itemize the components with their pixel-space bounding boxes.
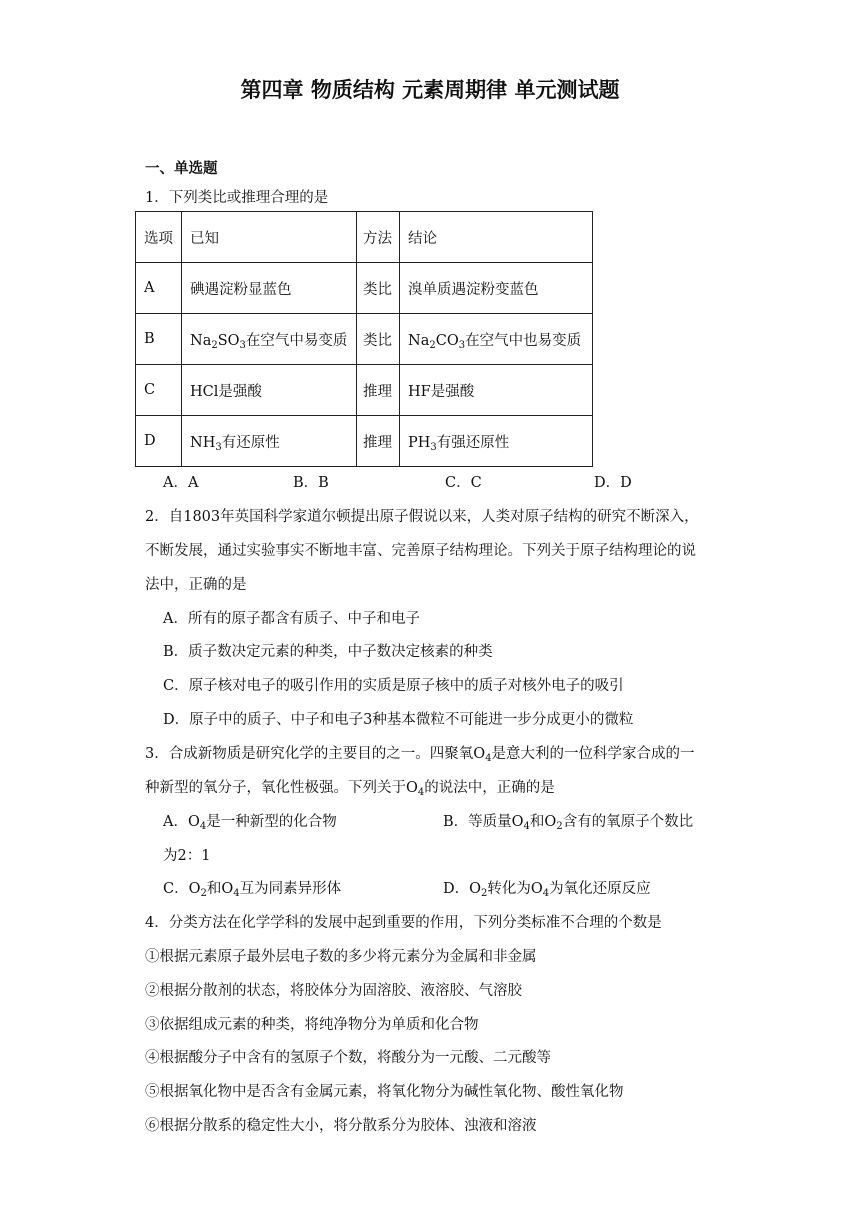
- row-option: C: [136, 365, 182, 416]
- row-method: 推理: [357, 365, 400, 416]
- q2-stem-line: 不断发展，通过实验事实不断地丰富、完善原子结构理论。下列关于原子结构理论的说: [145, 543, 696, 559]
- row-known: 碘遇淀粉显蓝色: [182, 263, 357, 314]
- q2-option-b: B．质子数决定元素的种类，中子数决定核素的种类: [163, 644, 493, 660]
- q3-option-c: C．$O_2$和$O_4$互为同素异形体: [163, 881, 342, 899]
- row-method: 类比: [357, 263, 400, 314]
- row-conclusion: HF是强酸: [400, 365, 593, 416]
- row-method: 类比: [357, 314, 400, 365]
- header-known: 已知: [182, 212, 357, 263]
- q4-item: ①根据元素原子最外层电子数的多少将元素分为金属和非金属: [145, 949, 537, 965]
- table-header-row: [136, 212, 593, 263]
- row-option: D: [136, 416, 182, 467]
- q4-item: ③依据组成元素的种类，将纯净物分为单质和化合物: [145, 1017, 479, 1033]
- q1-choice-a: A．A: [163, 475, 199, 491]
- q2-option-a: A．所有的原子都含有质子、中子和电子: [163, 611, 420, 627]
- row-known: HCl是强酸: [182, 365, 357, 416]
- table-row: [136, 365, 593, 416]
- q4-item: ②根据分散剂的状态，将胶体分为固溶胶、液溶胶、气溶胶: [145, 983, 522, 999]
- q2-stem-line: 2．自1803年英国科学家道尔顿提出原子假说以来，人类对原子结构的研究不断深入，: [145, 509, 699, 525]
- q4-item: ⑥根据分散系的稳定性大小，将分散系分为胶体、浊液和溶液: [145, 1118, 537, 1134]
- table-row: [136, 314, 593, 365]
- row-conclusion: $PH_3$有强还原性: [400, 416, 593, 467]
- q3-stem-line: 种新型的氧分子，氧化性极强。下列关于$O_4$的说法中，正确的是: [145, 780, 555, 798]
- q3-option-d: D．$O_2$转化为$O_4$为氧化还原反应: [443, 881, 651, 899]
- header-option: 选项: [136, 212, 182, 263]
- q2-option-d: D．原子中的质子、中子和电子3种基本微粒不可能进一步分成更小的微粒: [163, 712, 634, 728]
- q1-table: [135, 211, 593, 467]
- row-known: $Na_2SO_3$在空气中易变质: [182, 314, 357, 365]
- header-conclusion: 结论: [400, 212, 593, 263]
- row-method: 推理: [357, 416, 400, 467]
- q3-stem-line: 3．合成新物质是研究化学的主要目的之一。四聚氧$O_4$是意大利的一位科学家合成的一: [145, 746, 695, 764]
- section-heading: 一、单选题: [145, 161, 218, 177]
- header-method: 方法: [357, 212, 400, 263]
- row-known: $NH_3$有还原性: [182, 416, 357, 467]
- q1-stem: 1．下列类比或推理合理的是: [145, 190, 329, 206]
- q3-option-b: B．等质量$O_4$和$O_2$含有的氧原子个数比: [443, 814, 694, 832]
- q4-item: ④根据酸分子中含有的氢原子个数，将酸分为一元酸、二元酸等: [145, 1050, 551, 1066]
- q2-option-c: C．原子核对电子的吸引作用的实质是原子核中的质子对核外电子的吸引: [163, 678, 624, 694]
- q3-option-b-continued: 为2：1: [163, 848, 211, 864]
- page-title: 第四章 物质结构 元素周期律 单元测试题: [240, 78, 620, 102]
- row-conclusion: $Na_2CO_3$在空气中也易变质: [400, 314, 593, 365]
- q1-choice-d: D．D: [594, 475, 632, 491]
- q4-item: ⑤根据氧化物中是否含有金属元素，将氧化物分为碱性氧化物、酸性氧化物: [145, 1084, 624, 1100]
- row-option: B: [136, 314, 182, 365]
- q4-stem: 4．分类方法在化学学科的发展中起到重要的作用，下列分类标准不合理的个数是: [145, 915, 662, 931]
- q1-choice-b: B．B: [293, 475, 329, 491]
- q3-option-a: A．$O_4$是一种新型的化合物: [163, 814, 337, 832]
- table-row: [136, 263, 593, 314]
- table-row: [136, 416, 593, 467]
- row-conclusion: 溴单质遇淀粉变蓝色: [400, 263, 593, 314]
- q2-stem-line: 法中，正确的是: [145, 577, 247, 593]
- q1-choice-c: C．C: [445, 475, 482, 491]
- row-option: A: [136, 263, 182, 314]
